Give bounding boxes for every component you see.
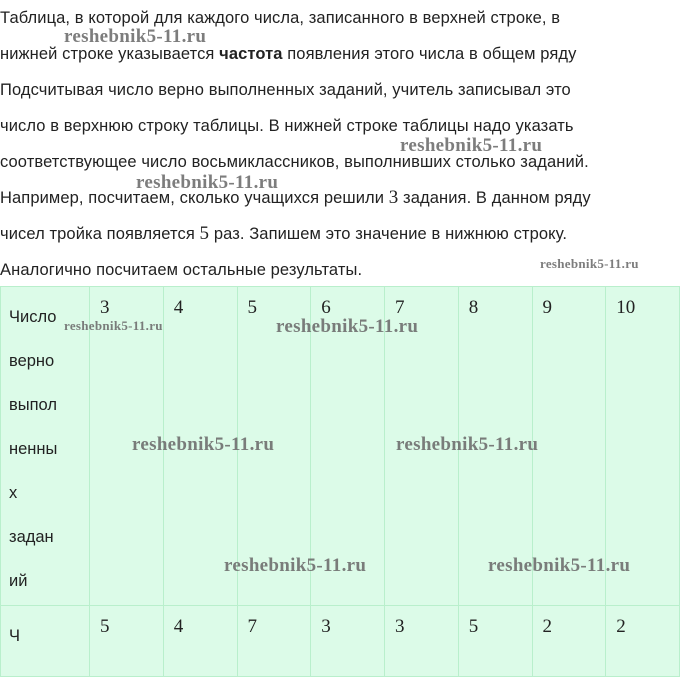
example-line-1-b: задания. В данном ряду <box>398 189 591 207</box>
intro-line-2-start: нижней строке указывается <box>0 45 220 63</box>
watermark: reshebnik5-11.ru <box>64 318 163 333</box>
watermark: reshebnik5-11.ru <box>488 555 631 576</box>
example-line-2-a: чисел тройка появляется <box>0 225 200 243</box>
watermark: reshebnik5-11.ru <box>224 555 367 576</box>
frequency-value-cell: 2 <box>606 606 680 677</box>
conclusion-line: Аналогично посчитаем остальные результаты. <box>0 261 363 279</box>
tasks-value-cell: 3 <box>90 287 164 606</box>
frequency-term: частота <box>219 45 283 63</box>
example-line-2-b: раз. Запишем это значение в нижнюю строку. <box>209 225 568 243</box>
frequency-value-cell: 3 <box>385 606 459 677</box>
intro-line-2-end: появления этого числа в общем ряду <box>282 45 577 63</box>
frequency-value-cell: 2 <box>532 606 606 677</box>
tasks-value-cell: 8 <box>458 287 532 606</box>
tasks-value-cell: 4 <box>163 287 237 606</box>
watermark: reshebnik5-11.ru <box>132 434 275 455</box>
tasks-value-cell: 6 <box>311 287 385 606</box>
frequency-value-cell: 5 <box>458 606 532 677</box>
table-row-frequency <box>1 606 680 677</box>
watermark: reshebnik5-11.ru <box>396 434 539 455</box>
explanation-line-1: Подсчитывая число верно выполненных заданий, учитель записывал это <box>0 81 571 99</box>
frequency-value-cell: 7 <box>237 606 311 677</box>
explanation-line-3: соответствующее число восьмиклассников, выполнивших столько заданий. <box>0 153 589 171</box>
example-line-1-a: Например, посчитаем, сколько учащихся решили <box>0 189 389 207</box>
intro-line-1: Таблица, в которой для каждого числа, записанного в верхней строке, в <box>0 9 561 27</box>
frequency-header-cell: Ч <box>1 606 90 677</box>
tasks-header-cell: Число верно выпол ненны х задан ий <box>1 287 90 606</box>
frequency-value-cell: 5 <box>90 606 164 677</box>
example-number-3: 3 <box>388 187 399 208</box>
frequency-value-cell: 3 <box>311 606 385 677</box>
example-number-5: 5 <box>199 223 210 244</box>
watermark: reshebnik5-11.ru <box>136 172 279 193</box>
tasks-value-cell: 7 <box>385 287 459 606</box>
tasks-value-cell: 5 <box>237 287 311 606</box>
explanation-paragraph <box>0 72 676 180</box>
frequency-value-cell: 4 <box>163 606 237 677</box>
frequency-table <box>0 286 680 677</box>
example-paragraph <box>0 180 676 252</box>
watermark: reshebnik5-11.ru <box>64 26 207 47</box>
watermark: reshebnik5-11.ru <box>540 256 639 271</box>
watermark: reshebnik5-11.ru <box>276 316 419 337</box>
explanation-line-2: число в верхнюю строку таблицы. В нижней строке таблицы надо указать <box>0 117 574 135</box>
watermark: reshebnik5-11.ru <box>400 135 543 156</box>
tasks-value-cell: 10 <box>606 287 680 606</box>
tasks-value-cell: 9 <box>532 287 606 606</box>
